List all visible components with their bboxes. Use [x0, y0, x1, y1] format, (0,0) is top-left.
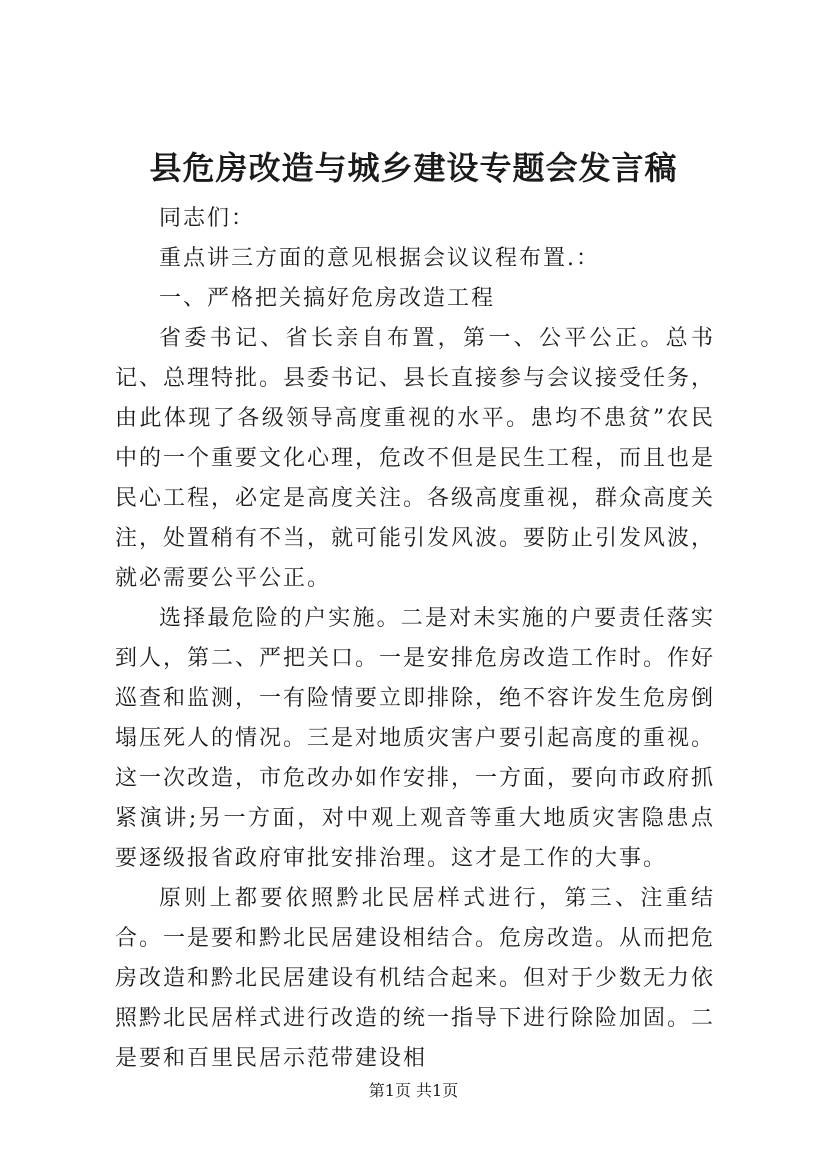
- section-heading: 一、严格把关搞好危房改造工程: [159, 286, 496, 311]
- page-number-footer: 第1页 共1页: [368, 1081, 459, 1100]
- document-title: 县危房改造与城乡建设专题会发言稿: [149, 149, 678, 187]
- intro-paragraph: 重点讲三方面的意见根据会议议程布置.：: [159, 246, 600, 271]
- body-paragraph: 选择最危险的户实施。二是对未实施的户要责任落实到人，第二、严把关口。一是安排危房改造工作时。作好巡查和监测，一有险情要立即排除，绝不容许发生危房倒塌压死人的情况。三是对地质灾害户要引起高度的重视。这一次改造，市危改办如作安排，一方面，要向市政府抓紧演讲;另一方面，对中观上观音等重大地质灾害隐患点要逐级报省政府审批安排治理。这才是工作的大事。: [115, 606, 716, 871]
- body-paragraph: 原则上都要依照黔北民居样式进行，第三、注重结合。一是要和黔北民居建设相结合。危房改造。从而把危房改造和黔北民居建设有机结合起来。但对于少数无力依照黔北民居样式进行改造的统一指导下进行除险加固。二是要和百里民居示范带建设相: [115, 886, 716, 1071]
- salutation: 同志们：: [159, 206, 256, 231]
- body-paragraph: 省委书记、省长亲自布置，第一、公平公正。总书记、总理特批。县委书记、县长直接参与会议接受任务，由此体现了各级领导高度重视的水平。患均不患贫”农民中的一个重要文化心理，危改不但是民生工程，而且也是民心工程，必定是高度关注。各级高度重视，群众高度关注，处置稍有不当，就可能引发风波。要防止引发风波，就必需要公平公正。: [115, 326, 716, 591]
- document-body: [115, 199, 715, 1079]
